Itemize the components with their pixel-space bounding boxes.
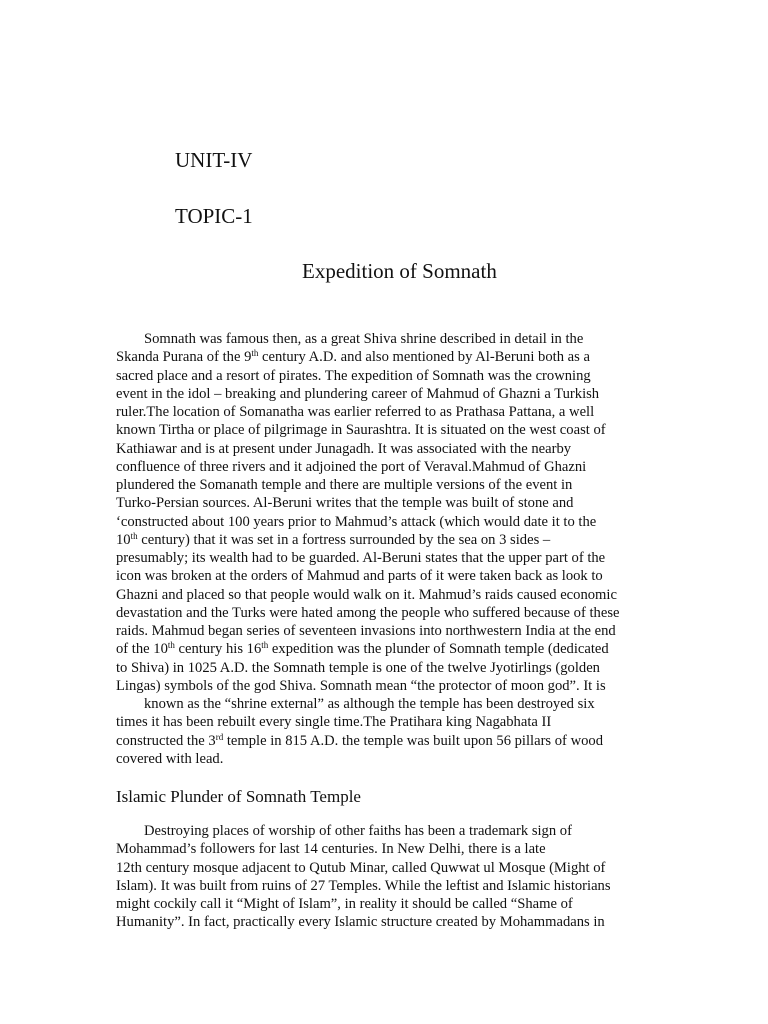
document-title: Expedition of Somnath: [302, 259, 497, 283]
text-line: sacred place and a resort of pirates. The expedition of Somnath was the crowning: [116, 367, 591, 384]
text-line: Skanda Purana of the 9th century A.D. and also mentioned by Al-Beruni both as a: [116, 348, 590, 366]
text-line: Turko-Persian sources. Al-Beruni writes that the temple was built of stone and: [116, 495, 574, 512]
text-line: plundered the Somanath temple and there are multiple versions of the event in: [116, 477, 573, 493]
text-line: Islam). It was built from ruins of 27 Temples. While the leftist and Islamic historians: [116, 877, 611, 894]
text-line: ‘constructed about 100 years prior to Mahmud’s attack (which would date it to the: [116, 513, 597, 530]
paragraph-1: [116, 330, 661, 768]
text-line: constructed the 3rd temple in 815 A.D. the temple was built upon 56 pillars of wood: [116, 731, 603, 749]
text-line: might cockily call it “Might of Islam”, in reality it should be called “Shame of: [116, 896, 573, 912]
text-line: Somnath was famous then, as a great Shiva shrine described in detail in the: [144, 331, 584, 347]
text-line: event in the idol – breaking and plundering career of Mahmud of Ghazni a Turkish: [116, 385, 600, 402]
text-line: 10th century) that it was set in a fortress surrounded by the sea on 3 sides –: [116, 530, 551, 548]
text-line: Lingas) symbols of the god Shiva. Somnath mean “the protector of moon god”. It is: [116, 677, 606, 694]
text-line: to Shiva) in 1025 A.D. the Somnath temple is one of the twelve Jyotirlings (golden: [116, 659, 600, 676]
text-line: known Tirtha or place of pilgrimage in Saurashtra. It is situated on the west coast of: [116, 422, 606, 439]
text-line: of the 10th century his 16th expedition was the plunder of Somnath temple (dedicated: [116, 640, 609, 658]
topic-heading: TOPIC-1: [175, 204, 253, 228]
section-heading: Islamic Plunder of Somnath Temple: [116, 787, 361, 806]
text-line: devastation and the Turks were hated among the people who suffered because of these: [116, 604, 620, 621]
unit-heading: UNIT-IV: [175, 148, 253, 172]
text-line: covered with lead.: [116, 750, 224, 767]
text-line: confluence of three rivers and it adjoined the port of Veraval.Mahmud of Ghazni: [116, 458, 587, 475]
text-line: Mohammad’s followers for last 14 centuries. In New Delhi, there is a late: [116, 841, 546, 858]
text-line: ruler.The location of Somanatha was earlier referred to as Prathasa Pattana, a well: [116, 404, 595, 420]
text-line: times it has been rebuilt every single time.The Pratihara king Nagabhata II: [116, 714, 552, 731]
text-line: Destroying places of worship of other faiths has been a trademark sign of: [144, 823, 572, 839]
text-line: presumably; its wealth had to be guarded. Al-Beruni states that the upper part of the: [116, 550, 606, 566]
text-line: Ghazni and placed so that people would walk on it. Mahmud’s raids caused economic: [116, 586, 617, 603]
text-line: raids. Mahmud began series of seventeen invasions into northwestern India at the end: [116, 623, 616, 639]
text-line: Kathiawar and is at present under Junagadh. It was associated with the nearby: [116, 440, 572, 457]
text-line: 12th century mosque adjacent to Qutub Minar, called Quwwat ul Mosque (Might of: [116, 859, 606, 876]
text-line: known as the “shrine external” as although the temple has been destroyed six: [144, 696, 595, 712]
text-line: Humanity”. In fact, practically every Islamic structure created by Mohammadans in: [116, 914, 605, 931]
paragraph-2: [116, 822, 661, 932]
text-line: icon was broken at the orders of Mahmud and parts of it were taken back as look to: [116, 568, 603, 585]
